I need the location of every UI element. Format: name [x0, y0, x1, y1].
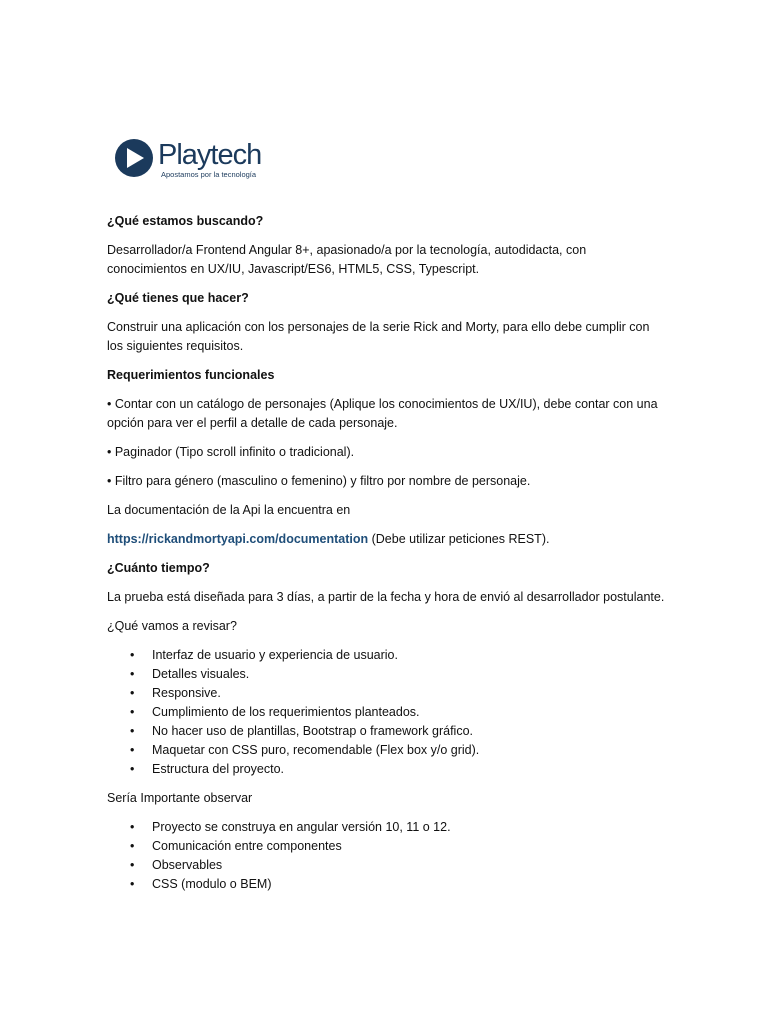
- api-doc-note: (Debe utilizar peticiones REST).: [368, 532, 550, 546]
- list-item: • Cumplimiento de los requerimientos planteados.: [107, 703, 667, 722]
- play-icon: [114, 134, 274, 184]
- list-item: • Comunicación entre componentes: [107, 837, 667, 856]
- heading-important: Sería Importante observar: [107, 791, 253, 805]
- bullet-icon: •: [130, 724, 135, 738]
- bullet-icon: •: [130, 820, 135, 834]
- api-doc-line: [107, 530, 667, 549]
- heading-functional-requirements: Requerimientos funcionales: [107, 368, 275, 382]
- bullet-icon: •: [130, 686, 135, 700]
- list-item: • Estructura del proyecto.: [107, 760, 667, 779]
- list-item: • Observables: [107, 856, 667, 875]
- bullet-icon: •: [130, 858, 135, 872]
- heading-what-to-do: ¿Qué tienes que hacer?: [107, 291, 249, 305]
- how-long-text: La prueba está diseñada para 3 días, a partir de la fecha y hora de envió al desarrollador postulante.: [107, 590, 665, 604]
- logo-brand: Playtech: [158, 139, 262, 171]
- bullet-icon: •: [130, 705, 135, 719]
- bullet-icon: •: [130, 743, 135, 757]
- list-item: • No hacer uso de plantillas, Bootstrap o framework gráfico.: [107, 722, 667, 741]
- playtech-logo: [114, 134, 274, 184]
- requirement-item: • Paginador (Tipo scroll infinito o tradicional).: [107, 445, 355, 459]
- bullet-icon: •: [130, 762, 135, 776]
- bullet-icon: •: [130, 839, 135, 853]
- heading-review: ¿Qué vamos a revisar?: [107, 619, 237, 633]
- requirement-item: • Filtro para género (masculino o femenino) y filtro por nombre de personaje.: [107, 474, 531, 488]
- list-item: • Detalles visuales.: [107, 665, 667, 684]
- list-item: • Interfaz de usuario y experiencia de usuario.: [107, 646, 667, 665]
- list-item: • Proyecto se construya en angular versión 10, 11 o 12.: [107, 818, 667, 837]
- looking-for-text: Desarrollador/a Frontend Angular 8+, apasionado/a por la tecnología, autodidacta, con conocimientos en UX/IU, Javascript/ES6, HTML5, CSS, Typescript.: [107, 243, 587, 276]
- list-item: • CSS (modulo o BEM): [107, 875, 667, 894]
- api-doc-text: La documentación de la Api la encuentra en: [107, 503, 351, 517]
- list-item: • Responsive.: [107, 684, 667, 703]
- heading-how-long: ¿Cuánto tiempo?: [107, 561, 210, 575]
- important-list: [107, 818, 667, 894]
- document-body: [107, 212, 667, 904]
- what-to-do-text: Construir una aplicación con los personajes de la serie Rick and Morty, para ello debe cumplir con los siguientes requisitos.: [107, 320, 650, 353]
- heading-looking-for: ¿Qué estamos buscando?: [107, 214, 264, 228]
- review-list: [107, 646, 667, 779]
- bullet-icon: •: [130, 648, 135, 662]
- bullet-icon: •: [130, 877, 135, 891]
- bullet-icon: •: [130, 667, 135, 681]
- list-item: • Maquetar con CSS puro, recomendable (Flex box y/o grid).: [107, 741, 667, 760]
- logo-tagline: Apostamos por la tecnología: [161, 170, 257, 179]
- api-documentation-link[interactable]: https://rickandmortyapi.com/documentation: [107, 532, 369, 546]
- requirement-item: • Contar con un catálogo de personajes (Aplique los conocimientos de UX/IU), debe contar con una opción para ver el perfil a detalle de cada personaje.: [107, 397, 658, 430]
